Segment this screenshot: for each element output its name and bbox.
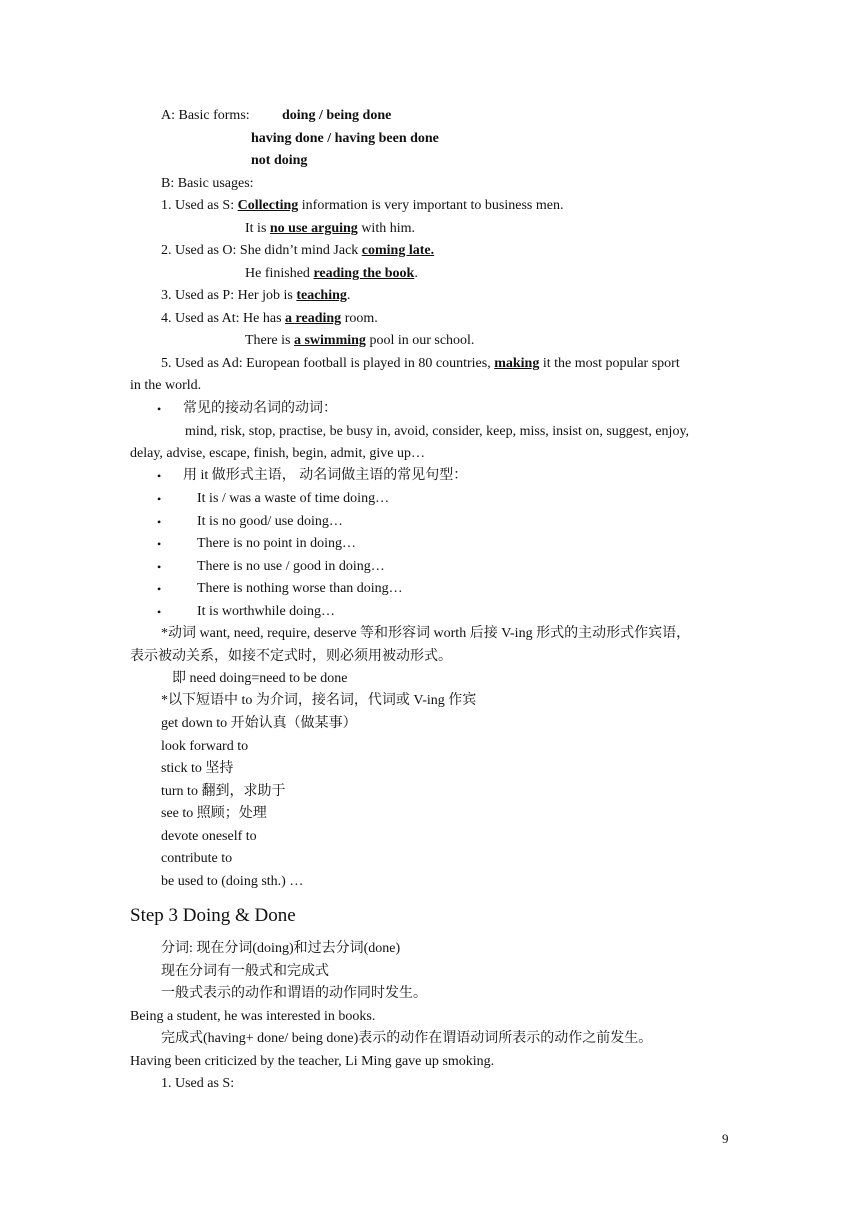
- basic-forms-line: [161, 107, 250, 125]
- note-want-need: *动词 want, need, require, deserve 等和形容词 worth 后接 V-ing 形式的主动形式作宾语，: [161, 626, 691, 641]
- phrase-item: look forward to: [161, 739, 249, 754]
- phrase-item: turn to 翻到，求助于: [161, 784, 286, 799]
- usage-adverbial: [161, 355, 680, 373]
- participle-intro: 分词: 现在分词(doing)和过去分词(done): [161, 941, 401, 956]
- pattern-item: It is worthwhile doing…: [197, 604, 336, 619]
- usage-emphasis: Collecting: [237, 198, 299, 213]
- usage-object-example: [245, 265, 418, 283]
- participle-perfect: 完成式(having+ done/ being done)表示的动作在谓语动词所表示的动作之前发生。: [161, 1031, 653, 1046]
- usage-attribute: [161, 310, 378, 328]
- phrase-item: be used to (doing sth.) …: [161, 874, 304, 889]
- note-want-need-cont: 表示被动关系，如接不定式时，则必须用被动形式。: [130, 649, 452, 664]
- usage-emphasis: coming late.: [361, 243, 435, 258]
- usage-text: room.: [341, 311, 378, 326]
- form-doing: doing / being done: [282, 108, 392, 123]
- usage-text: 4. Used as At: He has: [161, 311, 286, 326]
- basic-usages-label: B: Basic usages:: [161, 176, 254, 191]
- phrase-item: contribute to: [161, 851, 233, 866]
- usage-text: pool in our school.: [365, 333, 475, 348]
- usage-text: with him.: [357, 221, 415, 236]
- note-to-preposition: *以下短语中 to 为介词，接名词，代词或 V-ing 作宾: [161, 693, 477, 708]
- usage-subject: [161, 197, 563, 215]
- usage-text: .: [414, 266, 418, 281]
- usage-text: 1. Used as S:: [161, 198, 238, 213]
- bullet-icon: •: [157, 560, 162, 574]
- usage-text: There is: [245, 333, 294, 348]
- note-need-doing: 即 need doing=need to be done: [172, 671, 348, 686]
- phrase-item: see to 照顾；处理: [161, 806, 267, 821]
- usage-object: [161, 242, 434, 260]
- usage-text: 2. Used as O: She didn’t mind Jack: [161, 243, 362, 258]
- bullet-icon: •: [157, 537, 162, 551]
- pattern-item: It is / was a waste of time doing…: [197, 491, 390, 506]
- usage-emphasis: no use arguing: [269, 221, 358, 236]
- gerund-verbs-title: 常见的接动名词的动词：: [183, 401, 337, 416]
- usage-emphasis: reading the book: [313, 266, 415, 281]
- participle-forms: 现在分词有一般式和完成式: [161, 964, 329, 979]
- participle-used-as-s: 1. Used as S:: [161, 1076, 235, 1091]
- participle-perfect-example: Having been criticized by the teacher, Li Ming gave up smoking.: [130, 1054, 495, 1069]
- page-number: 9: [722, 1131, 729, 1146]
- basic-forms-label: A: Basic forms:: [161, 108, 250, 123]
- bullet-icon: •: [157, 469, 162, 483]
- form-having-done: having done / having been done: [251, 131, 439, 146]
- usage-text: He finished: [245, 266, 314, 281]
- pattern-item: It is no good/ use doing…: [197, 514, 343, 529]
- usage-subject-example: [245, 220, 415, 238]
- participle-simple: 一般式表示的动作和谓语的动作同时发生。: [161, 986, 427, 1001]
- bullet-icon: •: [157, 402, 162, 416]
- usage-emphasis: a swimming: [293, 333, 366, 348]
- usage-emphasis: teaching: [296, 288, 347, 303]
- gerund-verbs-list-cont: delay, advise, escape, finish, begin, admit, give up…: [130, 446, 425, 461]
- usage-text: 3. Used as P: Her job is: [161, 288, 297, 303]
- bullet-icon: •: [157, 605, 162, 619]
- pattern-item: There is nothing worse than doing…: [197, 581, 403, 596]
- usage-text: 5. Used as Ad: European football is played in 80 countries,: [161, 356, 495, 371]
- usage-adverbial-cont: in the world.: [130, 378, 202, 393]
- phrase-item: devote oneself to: [161, 829, 257, 844]
- bullet-icon: •: [157, 582, 162, 596]
- usage-emphasis: a reading: [285, 311, 342, 326]
- bullet-icon: •: [157, 515, 162, 529]
- form-not-doing: not doing: [251, 153, 308, 168]
- usage-text: it the most popular sport: [539, 356, 680, 371]
- pattern-item: There is no point in doing…: [197, 536, 357, 551]
- participle-simple-example: Being a student, he was interested in books.: [130, 1009, 376, 1024]
- usage-text: It is: [245, 221, 270, 236]
- usage-text: information is very important to business men.: [298, 198, 564, 213]
- gerund-verbs-list: mind, risk, stop, practise, be busy in, avoid, consider, keep, miss, insist on, suggest, enjoy,: [185, 424, 690, 439]
- usage-attribute-example: [245, 332, 474, 350]
- usage-predicative: [161, 287, 350, 305]
- phrase-item: stick to 坚持: [161, 761, 234, 776]
- patterns-title: 用 it 做形式主语， 动名词做主语的常见句型：: [183, 468, 468, 483]
- section-heading: Step 3 Doing & Done: [130, 905, 296, 926]
- phrase-item: get down to 开始认真（做某事）: [161, 716, 357, 731]
- usage-emphasis: making: [494, 356, 540, 371]
- bullet-icon: •: [157, 492, 162, 506]
- pattern-item: There is no use / good in doing…: [197, 559, 385, 574]
- usage-text: .: [346, 288, 351, 303]
